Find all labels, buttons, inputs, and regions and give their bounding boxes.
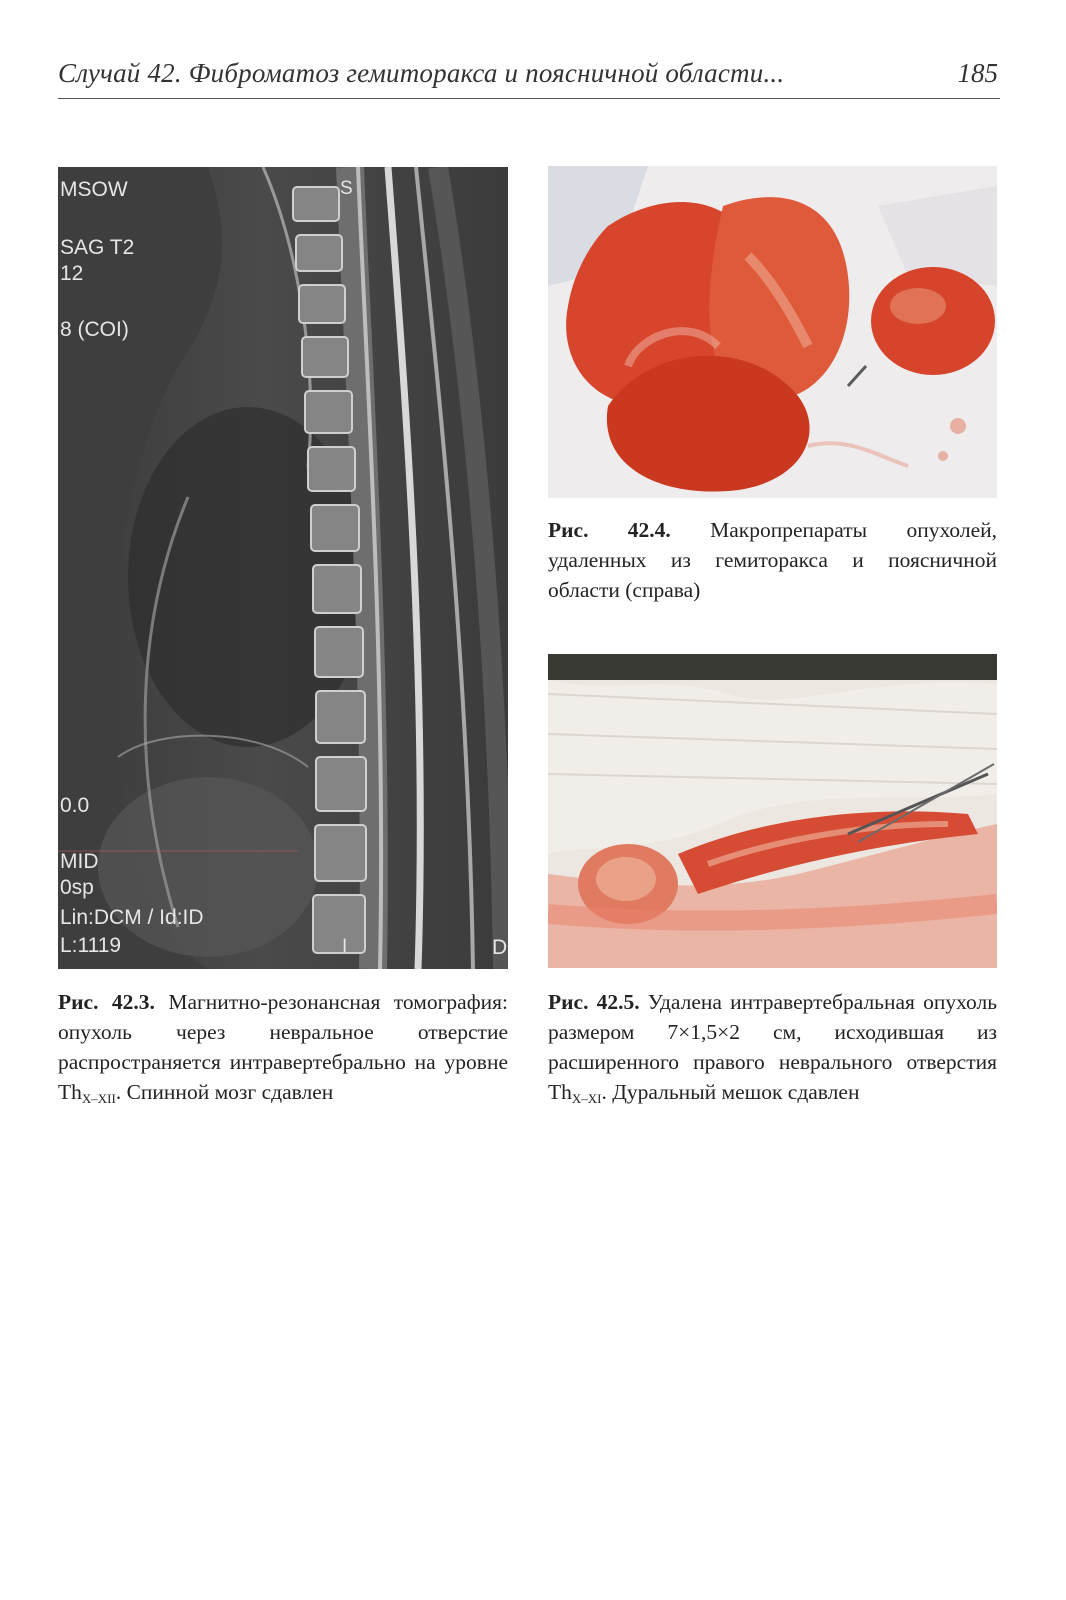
running-title: Случай 42. Фиброматоз гемиторакса и поясничной области... xyxy=(58,58,785,88)
operative-illustration xyxy=(548,654,997,968)
mri-label-number: 12 xyxy=(60,262,84,285)
mri-marker-superior: S xyxy=(340,178,353,199)
figure-operative-photo xyxy=(548,654,997,968)
page-header xyxy=(58,58,1000,99)
mri-label-coil: 8 (COI) xyxy=(60,318,129,341)
caption-text-after: . Спинной мозг сдавлен xyxy=(115,1080,334,1104)
caption-text: Удалена интравертебральная опухоль размером 7×1,5×2 см, исходившая из расширенного правого неврального отверстия Th xyxy=(548,990,998,1104)
mri-label-offset: 0.0 xyxy=(60,794,90,817)
mri-label-msow: MSOW xyxy=(60,178,128,201)
caption-fig-42-3 xyxy=(58,987,508,1114)
figure-specimen-photo xyxy=(548,166,997,498)
mri-label-sequence: SAG T2 xyxy=(60,236,135,259)
caption-text: Магнитно-резонансная томография: опухоль через невральное отверстие распространяется интравертебрально на уровне Th xyxy=(58,990,508,1104)
caption-fig-42-5 xyxy=(548,987,997,1114)
caption-label: Рис. 42.4. xyxy=(548,518,671,542)
caption-label: Рис. 42.3. xyxy=(58,990,155,1014)
figure-mri-image xyxy=(58,167,508,969)
caption-text-after: . Дуральный мешок сдавлен xyxy=(601,1080,860,1104)
mri-illustration xyxy=(58,167,508,969)
mri-label-lut: Lin:DCM / Id:ID xyxy=(60,906,204,929)
mri-label-mid: MID xyxy=(60,850,99,873)
mri-label-level: L:1119 xyxy=(60,934,122,957)
caption-label: Рис. 42.5. xyxy=(548,990,640,1014)
caption-subscript: X–XII xyxy=(81,1091,116,1106)
caption-fig-42-4 xyxy=(548,515,997,605)
specimen-illustration xyxy=(548,166,997,498)
mri-label-spacing: 0sp xyxy=(60,876,94,899)
caption-subscript: X–XI xyxy=(571,1091,602,1106)
caption-text: Макропрепараты опухолей, удаленных из гемиторакса и поясничной области (справа) xyxy=(548,518,997,602)
mri-marker-right: D xyxy=(492,936,508,959)
mri-marker-inferior: I xyxy=(342,936,348,957)
page-number: 185 xyxy=(957,58,998,88)
